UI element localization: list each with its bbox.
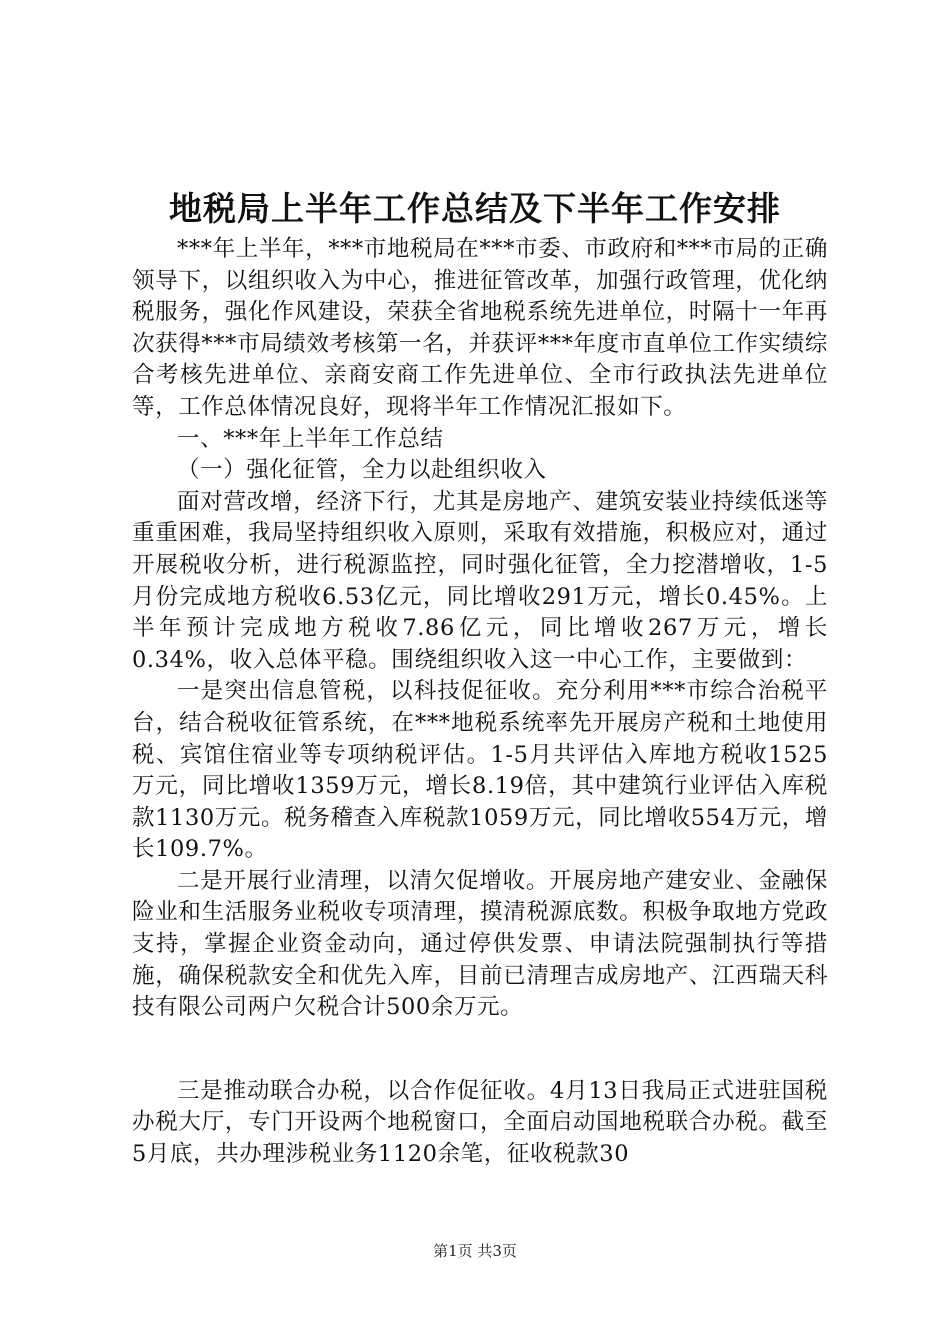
paragraph-spacer <box>132 1024 828 1076</box>
section-heading: 一、***年上半年工作总结 <box>177 425 444 452</box>
paragraph-revenue: 面对营改增，经济下行，尤其是房地产、建筑安装业持续低迷等重重困难，我局坚持组织收入原则，采取有效措施，积极应对，通过开展税收分析，进行税源监控，同时强化征管，全力挖潜增收，1-5月份完成地方税收6.53亿元，同比增收291万元，增长0.45%。上半年预计完成地方税收7.86亿元，同比增收267万元，增长0.34%，收入总体平稳。围绕组织收入这一中心工作，主要做到： <box>132 488 828 673</box>
paragraph-point-one: 一是突出信息管税，以科技促征收。充分利用***市综合治税平台，结合税收征管系统，在***地税系统率先开展房产税和土地使用税、宾馆住宿业等专项纳税评估。1-5月共评估入库地方税收1525万元，同比增收1359万元，增长8.19倍，其中建筑行业评估入库税款1130万元。税务稽查入库税款1059万元，同比增收554万元，增长109.7%。 <box>132 678 828 863</box>
subsection-heading: （一）强化征管，全力以赴组织收入 <box>177 457 547 484</box>
document-title: 地税局上半年工作总结及下半年工作安排 <box>169 189 781 228</box>
paragraph-point-two: 二是开展行业清理，以清欠促增收。开展房地产建安业、金融保险业和生活服务业税收专项清理，摸清税源底数。积极争取地方党政支持，掌握企业资金动向，通过停供发票、申请法院强制执行等措施，确保税款安全和优先入库，目前已清理吉成房地产、江西瑞天科技有限公司两户欠税合计500余万元。 <box>132 867 828 1021</box>
document-body <box>132 234 828 1171</box>
paragraph-point-three: 三是推动联合办税，以合作促征收。4月13日我局正式进驻国税办税大厅，专门开设两个地税窗口，全面启动国地税联合办税。截至5月底，共办理涉税业务1120余笔，征收税款30 <box>132 1077 828 1168</box>
page-footer: 第1页 共3页 <box>433 1242 517 1260</box>
paragraph-intro: ***年上半年，***市地税局在***市委、市政府和***市局的正确领导下，以组织收入为中心，推进征管改革，加强行政管理，优化纳税服务，强化作风建设，荣获全省地税系统先进单位，时隔十一年再次获得***市局绩效考核第一名，并获评***年度市直单位工作实绩综合考核先进单位、亲商安商工作先进单位、全市行政执法先进单位等，工作总体情况良好，现将半年工作情况汇报如下。 <box>132 236 828 420</box>
